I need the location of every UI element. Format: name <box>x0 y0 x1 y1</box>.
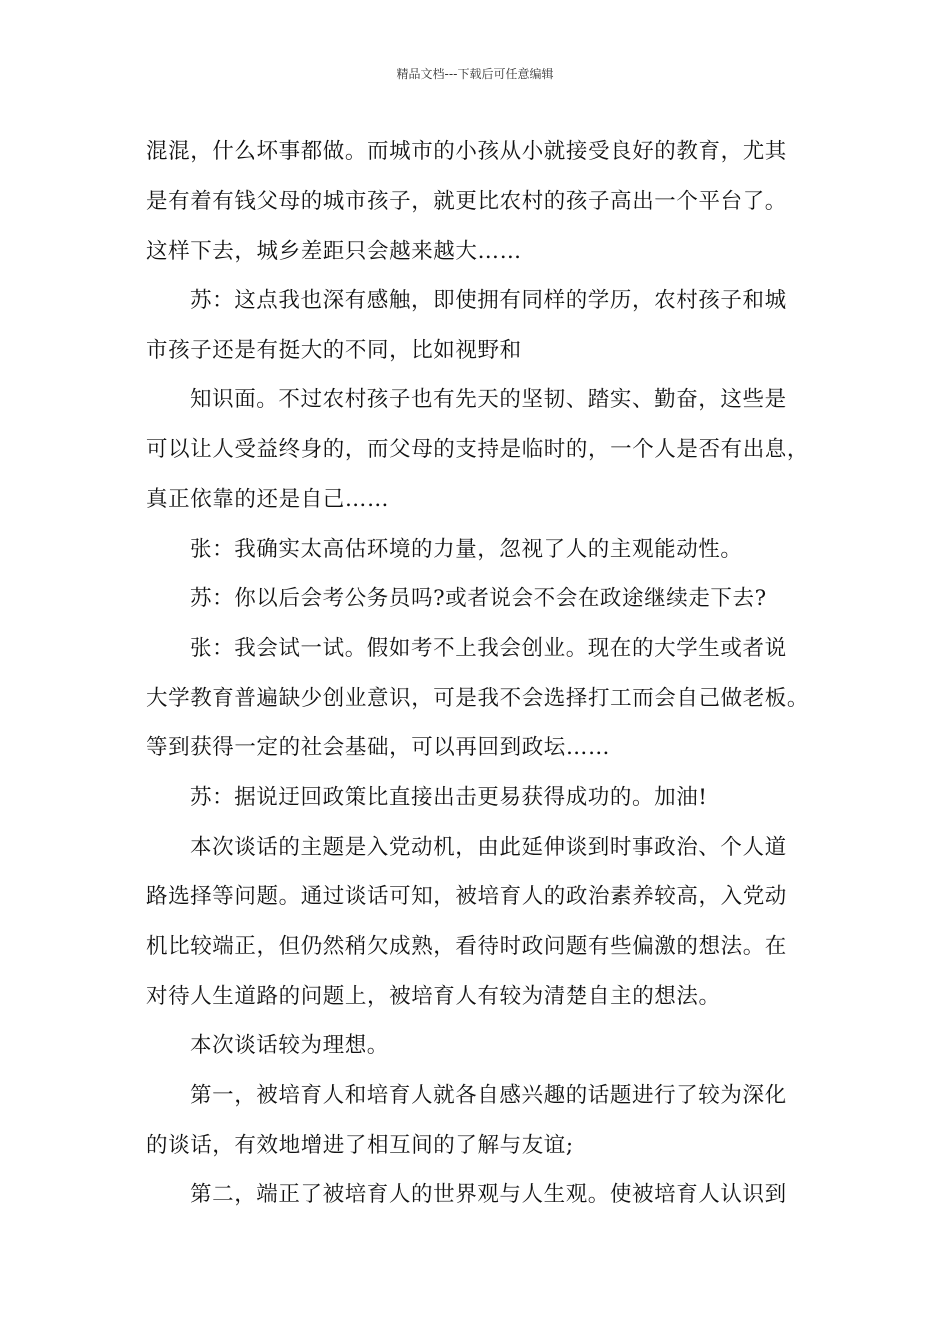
body-line: 大学教育普遍缺少创业意识，可是我不会选择打工而会自己做老板。 <box>146 686 810 711</box>
body-line: 知识面。不过农村孩子也有先天的坚韧、踏实、勤奋，这些是 <box>190 387 787 412</box>
body-line: 混混，什么坏事都做。而城市的小孩从小就接受良好的教育，尤其 <box>146 139 787 164</box>
body-line: 的谈话，有效地增进了相互间的了解与友谊; <box>146 1133 574 1158</box>
body-line: 苏：据说迂回政策比直接出击更易获得成功的。加油! <box>190 785 708 810</box>
body-line: 真正依靠的还是自己…… <box>146 487 390 512</box>
body-line: 市孩子还是有挺大的不同，比如视野和 <box>146 338 522 363</box>
body-line: 本次谈话较为理想。 <box>190 1033 389 1058</box>
body-line: 是有着有钱父母的城市孩子，就更比农村的孩子高出一个平台了。 <box>146 189 787 214</box>
body-line: 张：我会试一试。假如考不上我会创业。现在的大学生或者说 <box>190 636 787 661</box>
body-line: 可以让人受益终身的，而父母的支持是临时的，一个人是否有出息， <box>146 437 810 462</box>
body-line: 第二，端正了被培育人的世界观与人生观。使被培育人认识到 <box>190 1182 787 1207</box>
body-line: 苏：你以后会考公务员吗?或者说会不会在政途继续走下去? <box>190 586 767 611</box>
body-line: 张：我确实太高估环境的力量，忽视了人的主观能动性。 <box>190 537 743 562</box>
page-header: 精品文档---下载后可任意编辑 <box>396 67 554 81</box>
body-line: 路选择等问题。通过谈话可知，被培育人的政治素养较高，入党动 <box>146 884 787 909</box>
body-line: 对待人生道路的问题上，被培育人有较为清楚自主的想法。 <box>146 984 721 1009</box>
body-line: 等到获得一定的社会基础，可以再回到政坛…… <box>146 735 611 760</box>
body-line: 机比较端正，但仍然稍欠成熟，看待时政问题有些偏激的想法。在 <box>146 934 787 959</box>
body-line: 第一，被培育人和培育人就各自感兴趣的话题进行了较为深化 <box>190 1083 787 1108</box>
body-line: 苏：这点我也深有感触，即使拥有同样的学历，农村孩子和城 <box>190 288 787 313</box>
body-line: 本次谈话的主题是入党动机，由此延伸谈到时事政治、个人道 <box>190 835 787 860</box>
body-line: 这样下去，城乡差距只会越来越大…… <box>146 239 522 264</box>
